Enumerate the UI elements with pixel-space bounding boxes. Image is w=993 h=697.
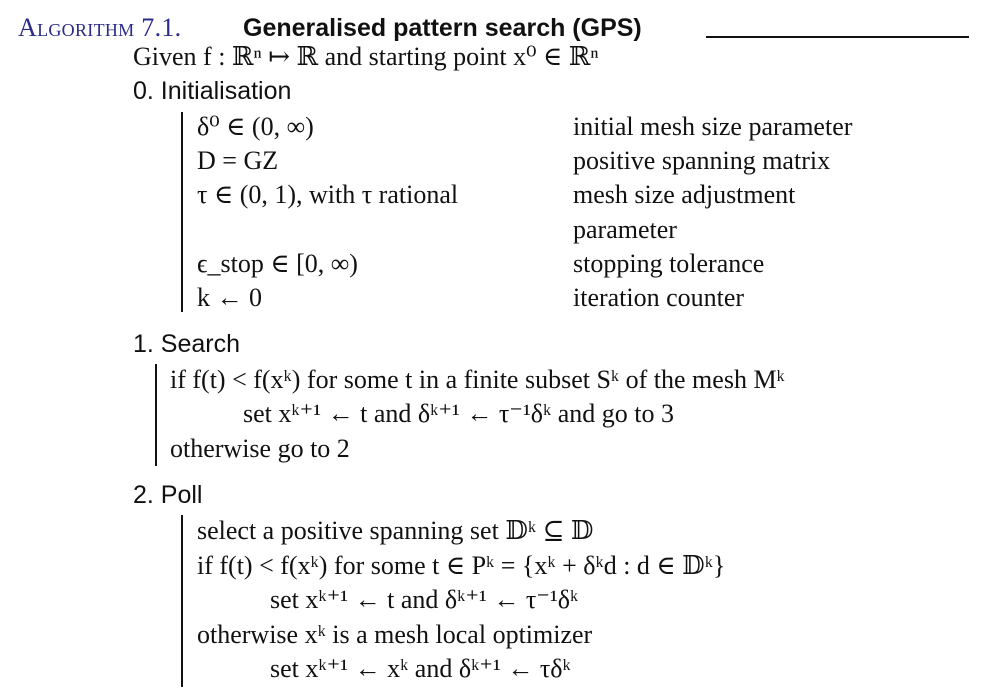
init-desc-delta: initial mesh size parameter: [573, 112, 853, 141]
step1-bar: [155, 364, 157, 466]
poll-line-3: set xᵏ⁺¹ ← t and δᵏ⁺¹ ← τ⁻¹δᵏ: [270, 585, 579, 614]
init-desc-eps: stopping tolerance: [573, 249, 765, 278]
search-line-3: otherwise go to 2: [170, 434, 350, 463]
algorithm-label: Algorithm 7.1.: [18, 13, 182, 42]
algorithm-title: Generalised pattern search (GPS): [243, 14, 642, 42]
init-desc-tau: mesh size adjustment: [573, 180, 796, 209]
step2-bar: [181, 515, 183, 687]
init-expr-delta: δ⁰ ∈ (0, ∞): [197, 112, 314, 141]
init-desc-tau-cont: parameter: [573, 215, 677, 244]
given-line: Given f : ℝⁿ ↦ ℝ and starting point x⁰ ∈ ℝⁿ: [133, 42, 599, 71]
poll-line-4: otherwise xᵏ is a mesh local optimizer: [197, 620, 593, 649]
poll-line-2: if f(t) < f(xᵏ) for some t ∈ Pᵏ = {xᵏ + δᵏd : d ∈ 𝔻ᵏ}: [197, 551, 726, 580]
init-desc-d: positive spanning matrix: [573, 146, 831, 175]
init-expr-tau: τ ∈ (0, 1), with τ rational: [197, 180, 459, 209]
header-rule: [706, 36, 969, 38]
poll-line-5: set xᵏ⁺¹ ← xᵏ and δᵏ⁺¹ ← τδᵏ: [270, 654, 571, 683]
search-line-2: set xᵏ⁺¹ ← t and δᵏ⁺¹ ← τ⁻¹δᵏ and go to 3: [243, 399, 675, 428]
init-expr-eps: ϵ_stop ∈ [0, ∞): [197, 249, 358, 278]
init-desc-k: iteration counter: [573, 283, 745, 312]
search-line-1: if f(t) < f(xᵏ) for some t in a finite subset Sᵏ of the mesh Mᵏ: [170, 365, 785, 394]
init-expr-d: D = GZ: [197, 146, 279, 175]
step0-heading: 0. Initialisation: [133, 77, 292, 105]
step0-bar: [181, 112, 183, 312]
init-expr-k: k ← 0: [197, 283, 262, 312]
step1-heading: 1. Search: [133, 330, 241, 358]
step2-heading: 2. Poll: [133, 481, 203, 509]
poll-line-1: select a positive spanning set 𝔻ᵏ ⊆ 𝔻: [197, 516, 594, 545]
